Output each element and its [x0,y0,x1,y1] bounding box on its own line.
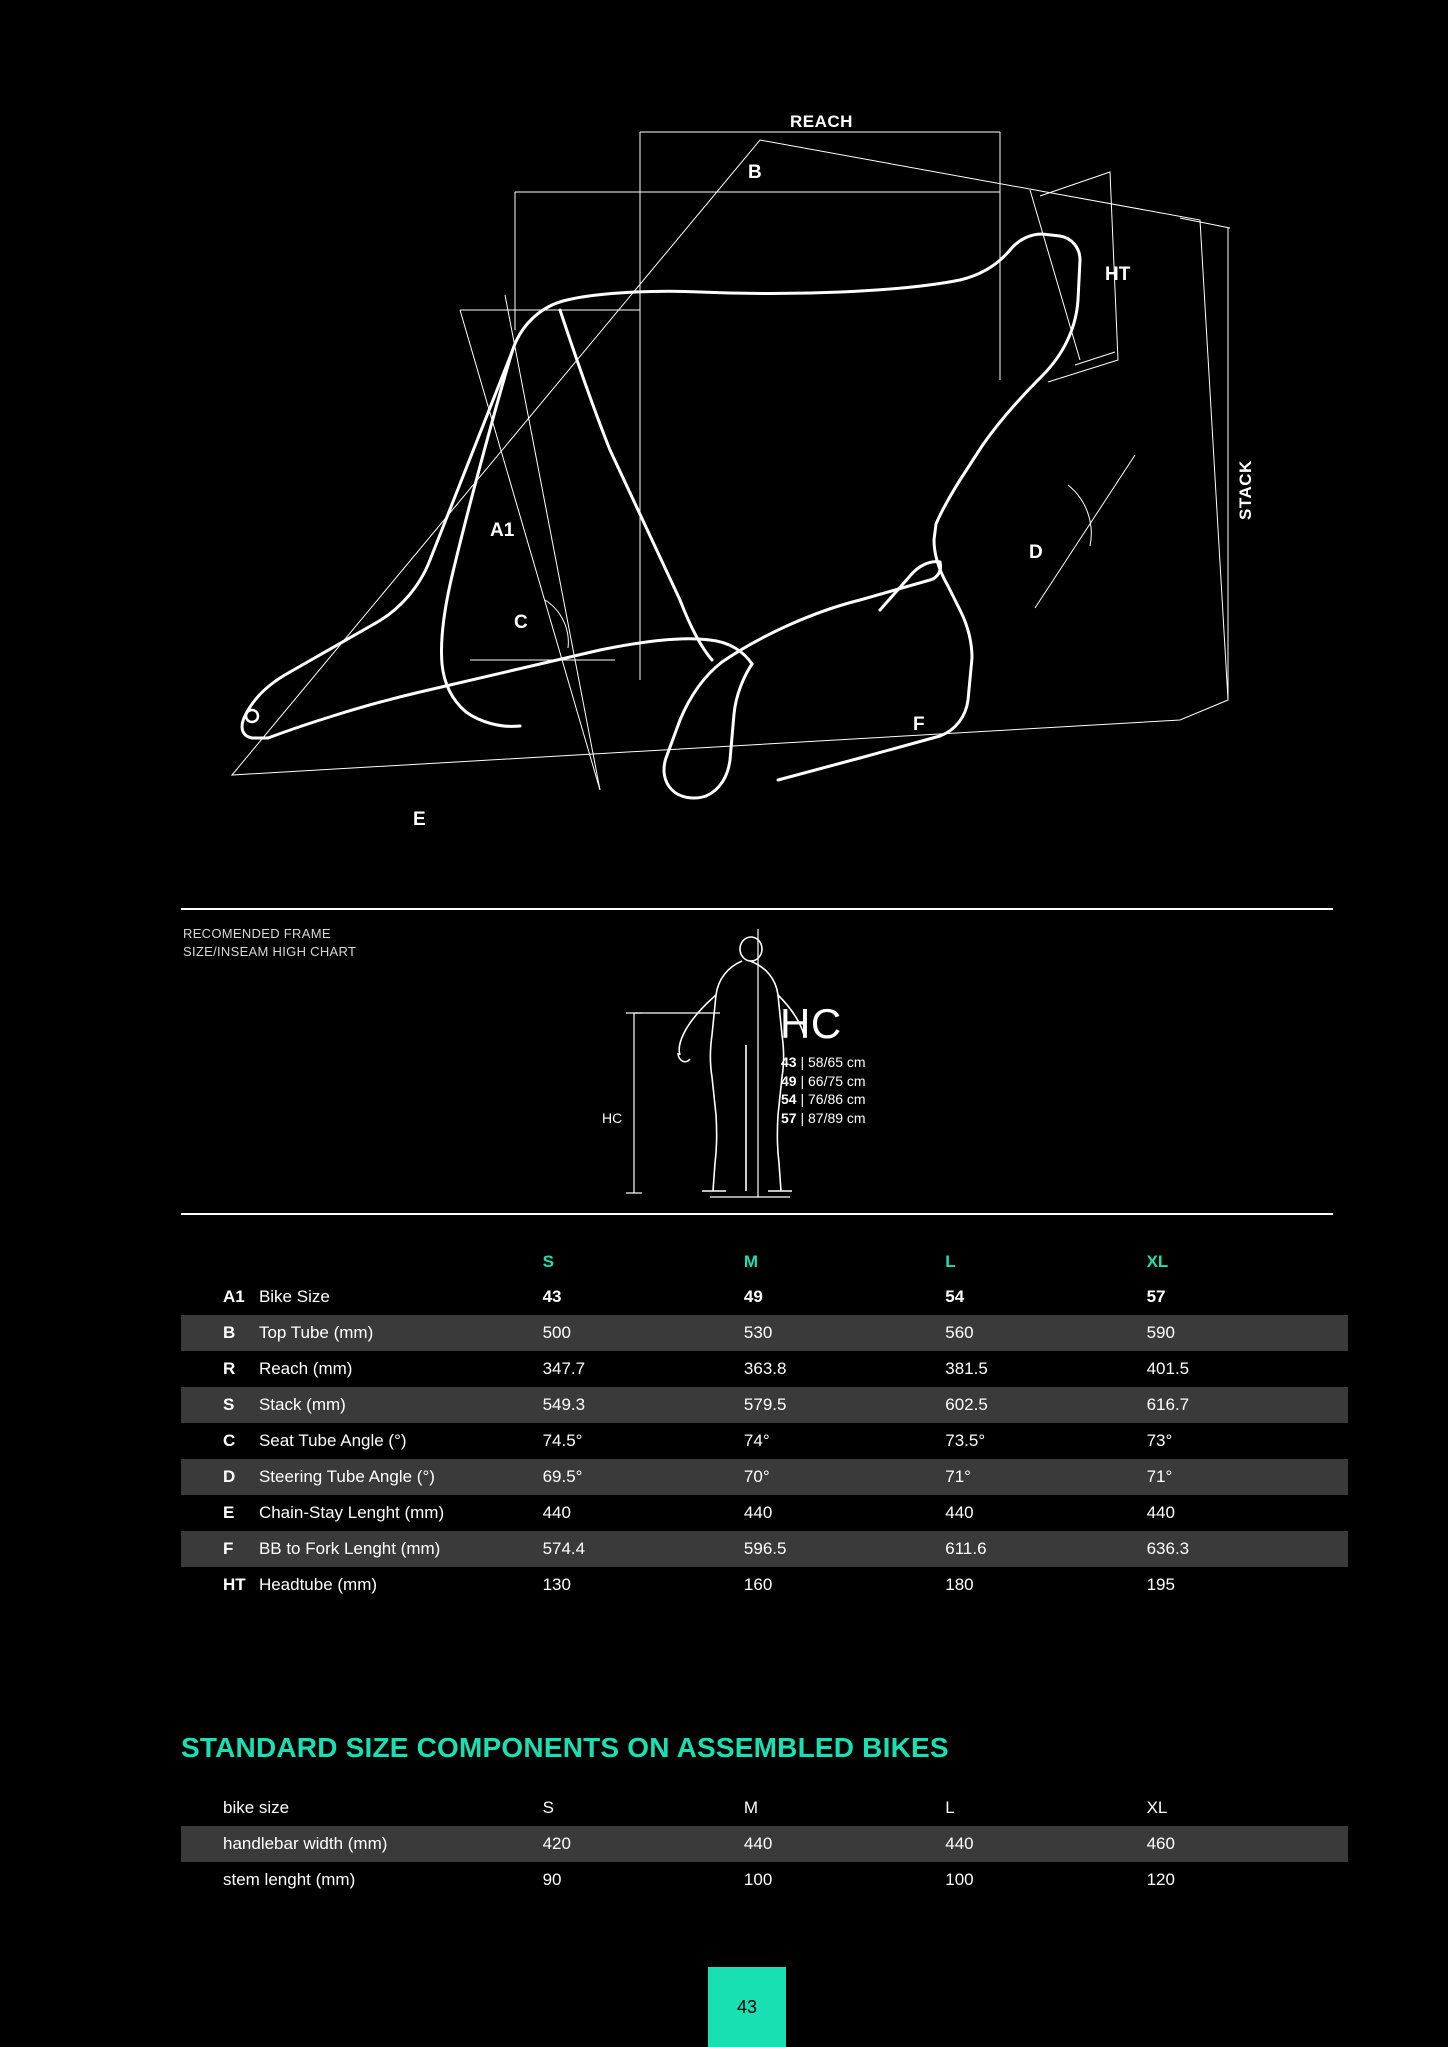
cell-s: 347.7 [542,1359,586,1378]
cell-xl: 71° [1146,1467,1173,1486]
row-code: S [223,1395,235,1414]
cell-m: 440 [743,1834,773,1853]
header-size-l: L [945,1252,956,1271]
cell-xl: 120 [1146,1870,1175,1889]
cell-m: 363.8 [743,1359,787,1378]
hc-size-code: 49 [781,1072,797,1089]
row-code: A1 [223,1287,245,1306]
table-row [181,1351,1348,1387]
cell-s: 574.4 [542,1539,586,1558]
diagram-label-c: C [514,612,528,633]
cell-l: 73.5° [945,1431,986,1450]
cell-xl: 73° [1146,1431,1173,1450]
hc-size-code: 43 [781,1054,797,1070]
row-code: C [223,1431,236,1450]
table-row [181,1315,1348,1351]
cell-l: 602.5 [945,1395,988,1414]
table-header-row [181,1245,1348,1279]
row-label: Top Tube (mm) [258,1323,374,1342]
header-size-xl: XL [1146,1252,1169,1271]
cell-m: 530 [743,1323,773,1342]
header-name [259,1245,543,1279]
bike-geometry-diagram [0,0,1448,880]
cell-l: 381.5 [945,1359,988,1378]
hc-size-row [781,1090,866,1109]
table-row [181,1459,1348,1495]
hc-size-range: | 66/75 cm [800,1072,866,1089]
table-row [181,1862,1348,1898]
diagram-label-ht: HT [1105,264,1131,285]
cell-s: 74.5° [542,1431,583,1450]
cell-l: 440 [945,1834,974,1853]
row-code: B [223,1323,236,1342]
row-label: handlebar width (mm) [223,1834,388,1853]
cell-xl: 590 [1146,1323,1175,1342]
table-row [181,1790,1348,1826]
divider-top [181,908,1333,910]
cell-l: 71° [945,1467,971,1486]
row-label: Reach (mm) [258,1359,353,1378]
cell-xl: 440 [1146,1503,1175,1522]
row-code: R [223,1359,236,1378]
cell-l: 560 [945,1323,974,1342]
row-code: F [223,1539,234,1558]
row-label: Chain-Stay Lenght (mm) [258,1503,445,1522]
table-row [181,1495,1348,1531]
cell-l: L [945,1798,955,1817]
hc-title: HC [780,1000,842,1047]
standard-components-table [181,1790,1348,1898]
row-label: stem lenght (mm) [223,1870,356,1889]
row-label: Stack (mm) [258,1395,346,1414]
cell-xl: XL [1146,1798,1168,1817]
table-row [181,1567,1348,1603]
row-code: HT [223,1575,246,1594]
cell-xl: 57 [1146,1287,1166,1306]
diagram-label-a1: A1 [490,520,515,541]
hc-size-row [781,1053,866,1072]
cell-xl: 195 [1146,1575,1175,1594]
cell-xl: 401.5 [1146,1359,1190,1378]
hc-size-range: | 87/89 cm [800,1109,866,1126]
header-size-m: M [743,1252,759,1271]
page-number-badge: 43 [708,1967,786,2047]
recommended-frame-caption: RECOMENDED FRAME SIZE/INSEAM HIGH CHART [183,926,357,959]
cell-m: 70° [743,1467,770,1486]
cell-m: 596.5 [743,1539,787,1558]
table-row [181,1531,1348,1567]
row-code: E [223,1503,235,1522]
cell-s: 43 [542,1287,562,1306]
cell-l: 611.6 [945,1539,987,1558]
cell-s: 420 [542,1834,571,1853]
cell-m: 579.5 [743,1395,787,1414]
row-label: bike size [223,1798,290,1817]
cell-m: 49 [743,1287,763,1306]
cell-s: 440 [542,1503,571,1522]
cell-l: 100 [945,1870,974,1889]
cell-l: 54 [945,1287,965,1306]
cell-s: S [542,1798,554,1817]
cell-xl: 636.3 [1146,1539,1190,1558]
diagram-label-e: E [413,809,426,830]
geometry-table [181,1245,1348,1603]
cell-m: M [743,1798,759,1817]
cell-s: 549.3 [542,1395,586,1414]
cell-s: 90 [542,1870,562,1889]
cell-m: 160 [743,1575,773,1594]
hc-size-range: | 76/86 cm [800,1091,866,1108]
cell-m: 440 [743,1503,773,1522]
row-label: Bike Size [258,1287,330,1306]
row-label: Steering Tube Angle (°) [258,1467,435,1486]
row-label: BB to Fork Lenght (mm) [258,1539,441,1558]
diagram-label-f: F [913,714,925,735]
table-row [181,1826,1348,1862]
hc-size-range: | 58/65 cm [800,1054,866,1070]
divider-bottom [181,1213,1333,1215]
diagram-label-stack: STACK [1236,460,1255,520]
hc-size-row [781,1109,866,1128]
row-label: Headtube (mm) [258,1575,378,1594]
diagram-label-reach: REACH [790,112,853,131]
hc-size-list [781,1053,866,1127]
table-row [181,1279,1348,1315]
inseam-chart [590,925,1050,1205]
standard-components-title: STANDARD SIZE COMPONENTS ON ASSEMBLED BIKES [181,1732,949,1763]
cell-m: 100 [743,1870,773,1889]
table-row [181,1387,1348,1423]
table-row [181,1423,1348,1459]
cell-xl: 616.7 [1146,1395,1190,1414]
header-size-s: S [542,1252,554,1271]
row-code: D [223,1467,236,1486]
header-code [181,1245,259,1279]
cell-s: 500 [542,1323,571,1342]
cell-l: 180 [945,1575,974,1594]
hc-size-code: 57 [781,1109,797,1126]
cell-m: 74° [743,1431,770,1450]
cell-s: 69.5° [542,1467,583,1486]
row-label: Seat Tube Angle (°) [258,1431,407,1450]
diagram-label-b: B [748,162,762,183]
cell-s: 130 [542,1575,571,1594]
hc-size-row [781,1072,866,1091]
cell-l: 440 [945,1503,974,1522]
diagram-label-d: D [1029,542,1043,563]
hc-size-code: 54 [781,1091,797,1108]
hc-measure-label: HC [602,1110,623,1126]
cell-xl: 460 [1146,1834,1175,1853]
